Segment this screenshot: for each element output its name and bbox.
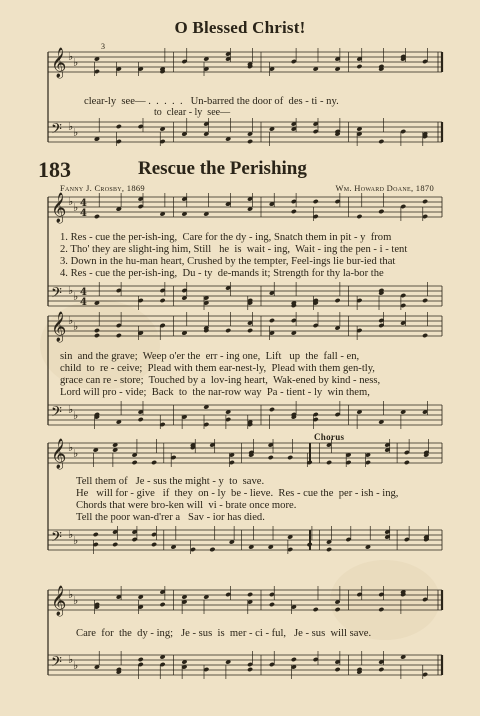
flat-icon: ♭ [68,528,74,541]
flat-icon: ♭ [73,409,79,422]
top-lyric-line: to clear - ly see— [154,107,231,118]
note-head [132,460,138,465]
note-head [209,547,215,552]
verse-3-line-3: Chords that were bro-ken will vi - brate once more. [76,500,297,511]
note-head [268,455,274,460]
verse-1-line-1: 1. Res - cue the per-ish-ing, Care for the dy - ing, Snatch them in pit - y from [60,232,392,243]
verse-2-line-2: child to re - ceive; Plead with them ear-nest-ly, Plead with them gen-tly, [60,363,375,374]
note-head [116,124,122,129]
flat-icon: ♭ [73,659,79,672]
note-head [247,328,253,333]
lyricist-credit: Fanny J. Crosby, 1869 [60,183,145,193]
note-head [334,667,340,672]
note-head [269,318,275,323]
note-head [334,298,340,303]
verse-2-line-3: He will for - give if they on - ly be - lieve. Res - cue the per - ish - ing, [76,488,399,499]
composer-credit: Wm. Howard Doane, 1870 [335,183,434,193]
note-head [225,328,231,333]
flat-icon: ♭ [68,195,74,208]
note-head [378,667,384,672]
refrain-line: Care for the dy - ing; Je - sus is mer - ci - ful, Je - sus will save. [76,628,372,639]
verse-2-line-1: 2. Tho' they are slight-ing him, Still he is wait - ing, Wait - ing the pen - i - tent [60,244,408,255]
note-head [247,667,253,672]
time-signature: 4 [80,287,87,298]
treble-clef-icon: 𝄞 [51,48,67,78]
note-head [151,460,157,465]
note-head [247,139,253,144]
note-head [94,328,100,333]
treble-clef-icon: 𝄞 [51,439,67,469]
flat-icon: ♭ [73,201,79,214]
note-head [138,417,144,422]
treble-clef-icon: 𝄞 [51,586,67,616]
treble-clef-icon: 𝄞 [51,312,67,342]
top-hymn-title: O Blessed Christ! [174,18,306,37]
triplet-mark: 3 [101,42,105,51]
flat-icon: ♭ [73,126,79,139]
verse-3-line-2: grace can re - store; Touched by a lov-ing heart, Wak-ened by kind - ness, [60,375,381,386]
verse-3-line-1: 3. Down in the hu-man heart, Crushed by the tempter, Feel-ings lie bur-ied that [60,256,396,267]
time-signature: 4 [80,297,87,308]
flat-icon: ♭ [68,653,74,666]
note-head [326,460,332,465]
note-head [378,607,384,612]
flat-icon: ♭ [73,534,79,547]
bass-clef-icon: 𝄢 [51,121,62,141]
flat-icon: ♭ [68,441,74,454]
note-head [112,542,118,547]
bass-clef-icon: 𝄢 [51,654,62,674]
time-signature: 4 [80,208,87,219]
note-head [159,602,165,607]
note-head [356,64,362,69]
note-head [313,607,319,612]
hymn-number: 183 [38,157,71,182]
note-head [247,592,253,597]
flat-icon: ♭ [68,50,74,63]
treble-clef-icon: 𝄞 [51,193,67,223]
note-head [422,199,428,204]
note-head [356,214,362,219]
note-head [378,139,384,144]
note-head [287,455,293,460]
verse-4-line-1: 4. Res - cue the per-ish-ing, Du - ty de-mands it; Strength for thy la-bor the [60,268,384,279]
time-signature: 4 [80,198,87,209]
bass-clef-icon: 𝄢 [51,285,62,305]
flat-icon: ♭ [73,447,79,460]
note-head [422,333,428,338]
note-head [269,407,275,412]
note-head [404,460,410,465]
flat-icon: ♭ [73,56,79,69]
hymn-title: Rescue the Perishing [138,158,307,179]
note-head [94,214,100,219]
note-head [334,607,340,612]
flat-icon: ♭ [68,120,74,133]
verse-4-line-3: Tell the poor wan-d'rer a Sav - ior has died. [76,512,265,523]
note-head [116,333,122,338]
note-head [93,532,99,537]
bass-clef-icon: 𝄢 [51,404,62,424]
flat-icon: ♭ [68,314,74,327]
flat-icon: ♭ [73,320,79,333]
flat-icon: ♭ [68,284,74,297]
note-head [326,547,332,552]
chorus-label: Chorus [314,432,345,442]
verse-4-line-2: Lord will pro - vide; Back to the nar-row way Pa - tient - ly win them, [60,387,370,398]
flat-icon: ♭ [68,403,74,416]
note-head [269,602,275,607]
note-head [151,542,157,547]
verse-1-line-2: sin and the grave; Weep o'er the err - ing one, Lift up the fall - en, [60,351,360,362]
note-head [94,333,100,338]
note-head [159,298,165,303]
flat-icon: ♭ [68,588,74,601]
verse-1-line-3: Tell them of Je - sus the might - y to save. [76,476,265,487]
note-head [138,657,144,662]
flat-icon: ♭ [73,290,79,303]
note-head [291,657,297,662]
note-head [291,209,297,214]
note-head [422,298,428,303]
note-head [313,199,319,204]
top-lyric-line: clear-ly see— . . . . . Un-barred the door of des - ti - ny. [84,96,339,107]
bass-clef-icon: 𝄢 [51,529,62,549]
note-head [378,209,384,214]
flat-icon: ♭ [73,594,79,607]
